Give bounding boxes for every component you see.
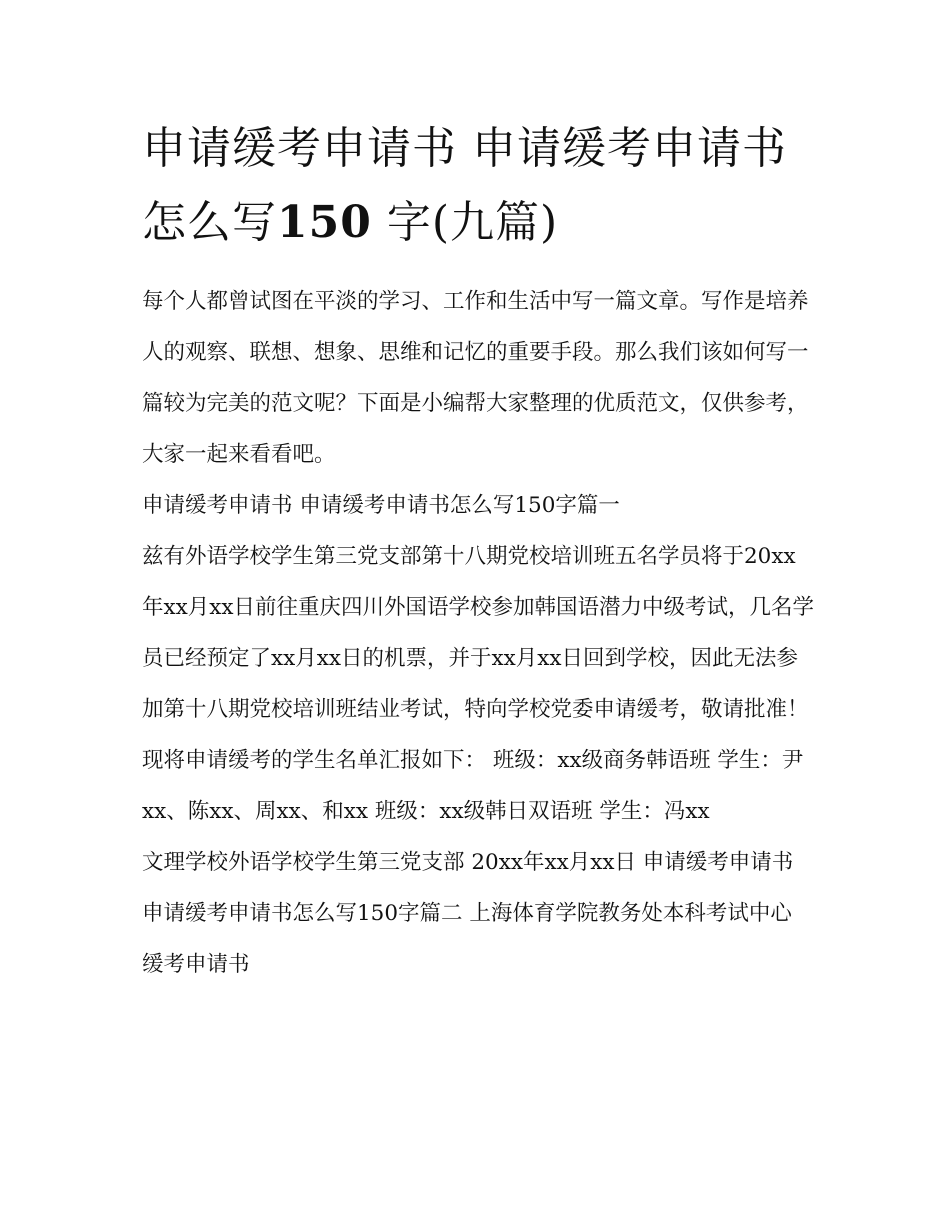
document-body	[142, 112, 817, 990]
student-list-paragraph: 现将申请缓考的学生名单汇报如下： 班级：xx级商务韩语班 学生：尹xx、陈xx、周xx、和xx 班级：xx级韩日双语班 学生：冯xx	[142, 748, 804, 824]
title-text-part2: 字(九篇)	[386, 197, 559, 248]
title-number: 150	[277, 197, 372, 248]
document-title	[142, 112, 817, 260]
signature-paragraph: 文理学校外语学校学生第三党支部 20xx年xx月xx日 申请缓考申请书 申请缓考申请书怎么写150字篇二 上海体育学院教务处本科考试中心 缓考申请书	[142, 850, 794, 977]
body-paragraph: 兹有外语学校学生第三党支部第十八期党校培训班五名学员将于20xx年xx月xx日前往重庆四川外国语学校参加韩国语潜力中级考试，几名学员已经预定了xx月xx日的机票，并于xx月xx日回到学校，因此无法参加第十八期党校培训班结业考试，特向学校党委申请缓考，敬请批准！	[142, 544, 815, 722]
section-heading-1: 申请缓考申请书 申请缓考申请书怎么写150字篇一	[142, 493, 620, 518]
intro-paragraph: 每个人都曾试图在平淡的学习、工作和生活中写一篇文章。写作是培养人的观察、联想、想象、思维和记忆的重要手段。那么我们该如何写一篇较为完美的范文呢？下面是小编帮大家整理的优质范文，仅供参考，大家一起来看看吧。	[142, 289, 809, 467]
title-text-part1: 申请缓考申请书 申请缓考申请书怎么写	[142, 123, 787, 248]
